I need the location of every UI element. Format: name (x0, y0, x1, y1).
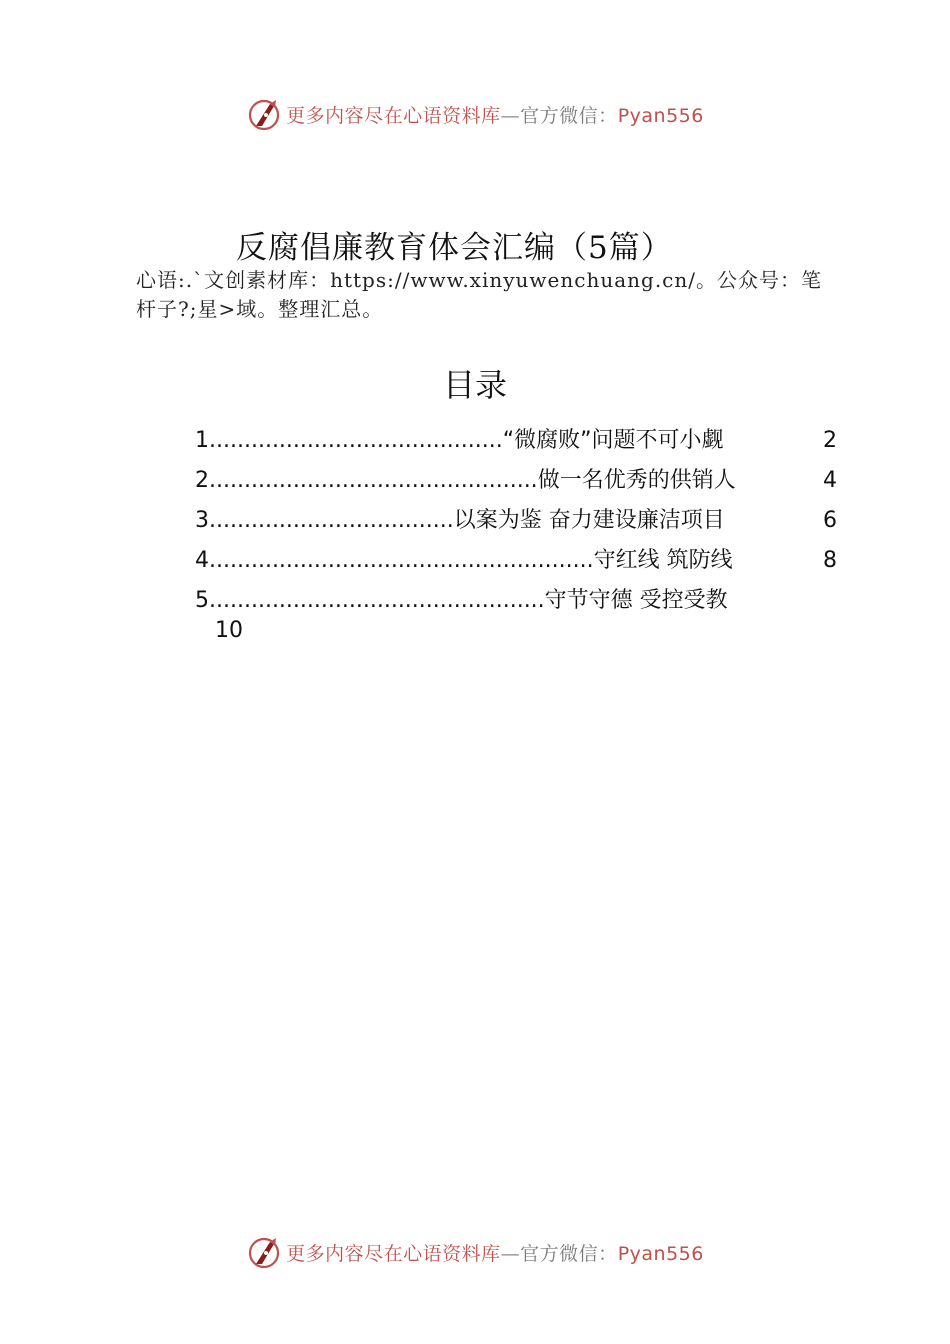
toc-entry-title: “微腐败”问题不可小觑 (502, 428, 724, 453)
document-title: 反腐倡廉教育体会汇编（5篇） (236, 230, 673, 266)
toc-entry[interactable] (195, 424, 845, 464)
toc-heading: 目录 (442, 366, 507, 404)
footer-banner (0, 1230, 950, 1274)
toc-entry-number: 3 (195, 508, 209, 533)
toc-leader-dots: ....................................................... (209, 548, 594, 573)
toc-entry-number: 5 (195, 588, 209, 613)
banner-dash: — (500, 104, 521, 127)
toc-entry-text (195, 584, 805, 618)
toc-entry-page: 2 (823, 428, 837, 453)
toc-leader-dots: ................................... (209, 508, 454, 533)
banner-text (286, 101, 704, 128)
toc-entry-title: 以案为鉴 奋力建设廉洁项目 (453, 508, 725, 533)
source-note: 心语:.`文创素材库：https://www.xinyuwenchuang.cn/。公众号：笔杆子?;星>域。整理汇总。 (136, 268, 822, 321)
toc-entry-title: 做一名优秀的供销人 (537, 468, 736, 493)
toc-entry-text (195, 504, 805, 538)
toc-entry-number: 2 (195, 468, 209, 493)
banner-slogan: 更多内容尽在心语资料库 (286, 1242, 501, 1265)
toc-entry-page: 6 (823, 508, 837, 533)
toc-entry[interactable] (195, 464, 845, 504)
toc-leader-dots: ................................................ (209, 588, 545, 613)
toc-entry-title: 守红线 筑防线 (593, 548, 733, 573)
toc-entry-text (195, 464, 805, 498)
toc-leader-dots: .......................................... (209, 428, 503, 453)
toc-entry-number: 1 (195, 428, 209, 453)
toc-entry[interactable] (195, 544, 845, 584)
toc-entry-title: 守节守德 受控受教 (544, 588, 728, 613)
toc-entry-number: 4 (195, 548, 209, 573)
table-of-contents (195, 424, 845, 654)
toc-entry-text (195, 544, 805, 578)
banner-text (286, 1239, 704, 1266)
toc-entry[interactable] (195, 584, 845, 654)
pen-nib-circle-icon (246, 1234, 282, 1270)
toc-entry-page: 10 (215, 618, 243, 643)
toc-entry-text (195, 424, 805, 458)
banner-wechat-label: 官方微信： (520, 104, 618, 127)
banner-wechat-label: 官方微信： (520, 1242, 618, 1265)
toc-entry[interactable] (195, 504, 845, 544)
banner-slogan: 更多内容尽在心语资料库 (286, 104, 501, 127)
toc-entry-page: 8 (823, 548, 837, 573)
header-banner (0, 92, 950, 136)
banner-dash: — (500, 1242, 521, 1265)
pen-nib-circle-icon (246, 96, 282, 132)
banner-wechat-id: Pyan556 (617, 104, 704, 127)
toc-leader-dots: ............................................... (209, 468, 538, 493)
toc-entry-page: 4 (823, 468, 837, 493)
banner-wechat-id: Pyan556 (617, 1242, 704, 1265)
